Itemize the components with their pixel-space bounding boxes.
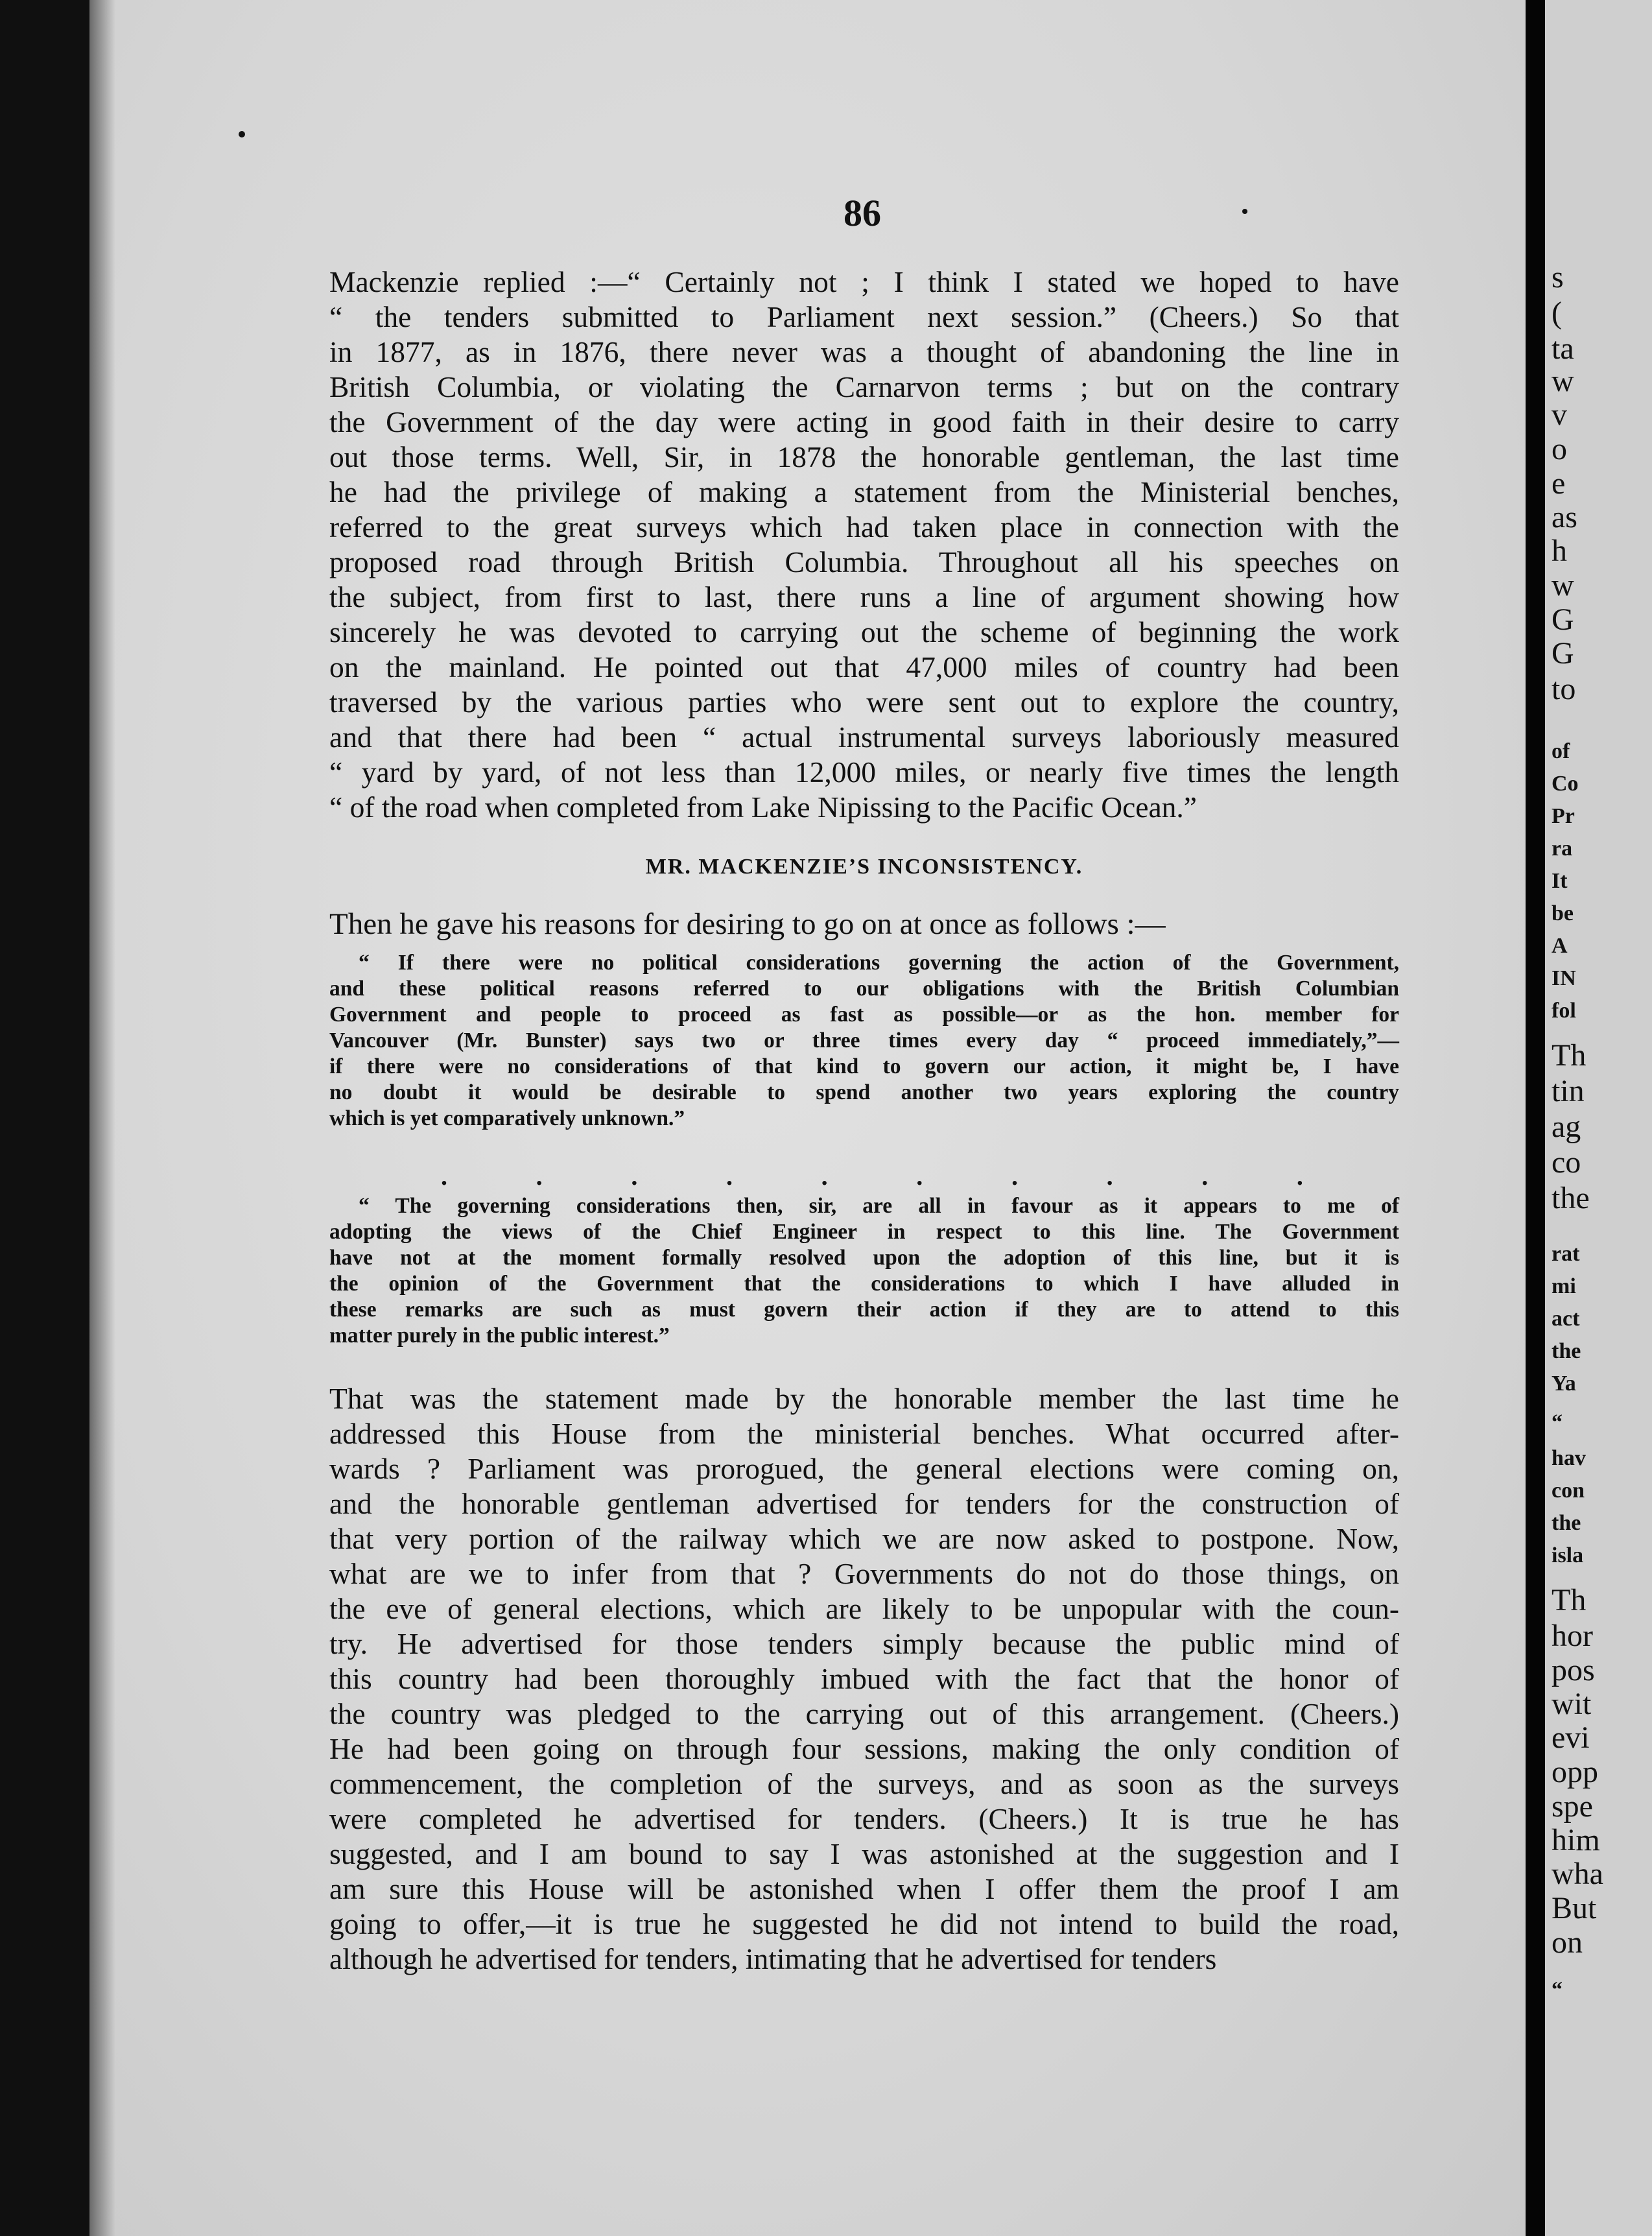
ellipsis-dot: . bbox=[916, 1161, 923, 1191]
ellipsis-dot: . bbox=[1011, 1161, 1018, 1191]
fragment-text: ag bbox=[1552, 1110, 1581, 1144]
fragment-text: It bbox=[1552, 869, 1568, 893]
fragment-text: tin bbox=[1552, 1074, 1585, 1108]
body-paragraph-1 bbox=[329, 265, 1399, 825]
fragment-text: “ bbox=[1552, 1978, 1563, 2002]
text-line: were completed he advertised for tenders. (Cheers.) It is true he has bbox=[329, 1802, 1399, 1835]
fragment-text: be bbox=[1552, 901, 1574, 925]
fragment-text: the bbox=[1552, 1181, 1590, 1215]
ellipsis-dot: . bbox=[441, 1161, 447, 1191]
quotation-block-2 bbox=[329, 1193, 1399, 1349]
text-line: and that there had been “ actual instrumental surveys laboriously measured bbox=[329, 720, 1399, 754]
quote-line: if there were no considerations of that kind to govern our action, it might be, I have bbox=[329, 1054, 1399, 1078]
fragment-text: h bbox=[1552, 534, 1567, 568]
quote-line: the opinion of the Government that the considerations to which I have alluded in bbox=[329, 1272, 1399, 1296]
fragment-text: opp bbox=[1552, 1755, 1598, 1789]
fragment-text: But bbox=[1552, 1891, 1597, 1925]
text-line: he had the privilege of making a statement from the Ministerial benches, bbox=[329, 475, 1399, 508]
ellipsis-dot: . bbox=[536, 1161, 543, 1191]
text-line: Mackenzie replied :—“ Certainly not ; I think I stated we hoped to have bbox=[329, 265, 1399, 298]
speck bbox=[1242, 209, 1247, 214]
quote-line: “ If there were no political considerations governing the action of the Government, bbox=[359, 951, 1399, 975]
fragment-text: ra bbox=[1552, 837, 1573, 861]
fragment-text: w bbox=[1552, 364, 1574, 398]
text-line: try. He advertised for those tenders simply because the public mind of bbox=[329, 1627, 1399, 1660]
fragment-text: rat bbox=[1552, 1242, 1580, 1266]
fragment-text: hor bbox=[1552, 1619, 1593, 1653]
quote-line: “ The governing considerations then, sir, are all in favour as it appears to me of bbox=[359, 1194, 1399, 1218]
text-line: British Columbia, or violating the Carnarvon terms ; but on the contrary bbox=[329, 370, 1399, 403]
adjacent-page-fragment bbox=[1545, 0, 1652, 2236]
fragment-text: v bbox=[1552, 398, 1567, 432]
text-line: what are we to infer from that ? Governments do not do those things, on bbox=[329, 1557, 1399, 1590]
text-line: He had been going on through four sessions, making the only condition of bbox=[329, 1732, 1399, 1765]
quote-line: Vancouver (Mr. Bunster) says two or three times every day “ proceed immediately,”— bbox=[329, 1029, 1399, 1053]
fragment-text: ta bbox=[1552, 331, 1574, 366]
ellipsis-dot: . bbox=[1106, 1161, 1113, 1191]
text-line: traversed by the various parties who were sent out to explore the country, bbox=[329, 685, 1399, 719]
fragment-text: evi bbox=[1552, 1720, 1590, 1755]
text-line: wards ? Parliament was prorogued, the general elections were coming on, bbox=[329, 1452, 1399, 1485]
section-heading: MR. MACKENZIE’S INCONSISTENCY. bbox=[645, 855, 1083, 879]
quote-line: no doubt it would be desirable to spend another two years exploring the country bbox=[329, 1080, 1399, 1104]
fragment-text: to bbox=[1552, 672, 1576, 706]
fragment-text: e bbox=[1552, 466, 1566, 501]
fragment-text: Pr bbox=[1552, 804, 1575, 828]
text-line: although he advertised for tenders, intimating that he advertised for tenders bbox=[329, 1942, 1217, 1975]
text-line: in 1877, as in 1876, there never was a thought of abandoning the line in bbox=[329, 335, 1399, 368]
ellipsis-dot: . bbox=[726, 1161, 733, 1191]
fragment-text: G bbox=[1552, 636, 1574, 671]
ellipsis-dot: . bbox=[631, 1161, 638, 1191]
fragment-text: of bbox=[1552, 739, 1570, 763]
text-line: on the mainland. He pointed out that 47,000 miles of country had been bbox=[329, 650, 1399, 684]
ellipsis-dot: . bbox=[1201, 1161, 1209, 1191]
fragment-text: hav bbox=[1552, 1446, 1586, 1470]
ellipsis-dot: . bbox=[821, 1161, 828, 1191]
body-paragraph-2 bbox=[329, 1381, 1399, 1977]
text-line: am sure this House will be astonished when I offer them the proof I am bbox=[329, 1872, 1399, 1905]
fragment-text: mi bbox=[1552, 1274, 1576, 1298]
speck bbox=[239, 131, 245, 137]
quote-line: which is yet comparatively unknown.” bbox=[329, 1106, 685, 1130]
fragment-text: co bbox=[1552, 1145, 1581, 1180]
fragment-text: fol bbox=[1552, 999, 1576, 1023]
text-line: referred to the great surveys which had taken place in connection with the bbox=[329, 510, 1399, 543]
fragment-text: pos bbox=[1552, 1653, 1595, 1687]
text-line: out those terms. Well, Sir, in 1878 the honorable gentleman, the last time bbox=[329, 440, 1399, 473]
fragment-text: “ bbox=[1552, 1410, 1563, 1434]
fragment-text: as bbox=[1552, 500, 1577, 534]
text-line: sincerely he was devoted to carrying out the scheme of beginning the work bbox=[329, 615, 1399, 648]
text-line: “ the tenders submitted to Parliament next session.” (Cheers.) So that bbox=[329, 300, 1399, 333]
text-line: “ of the road when completed from Lake Nipissing to the Pacific Ocean.” bbox=[329, 791, 1197, 824]
quote-line: Government and people to proceed as fast as possible—or as the hon. member for bbox=[329, 1003, 1399, 1027]
text-line: this country had been thoroughly imbued with the fact that the honor of bbox=[329, 1662, 1399, 1695]
text-line: suggested, and I am bound to say I was astonished at the suggestion and I bbox=[329, 1837, 1399, 1870]
text-line: That was the statement made by the honorable member the last time he bbox=[329, 1382, 1399, 1415]
fragment-text: G bbox=[1552, 602, 1574, 637]
fragment-text: spe bbox=[1552, 1789, 1593, 1824]
fragment-text: con bbox=[1552, 1479, 1585, 1503]
page-number: 86 bbox=[844, 192, 881, 234]
ellipsis-row bbox=[441, 1161, 1303, 1191]
quote-line: adopting the views of the Chief Engineer in respect to this line. The Government bbox=[329, 1220, 1399, 1244]
scan-left-border bbox=[0, 0, 89, 2236]
fragment-text: o bbox=[1552, 432, 1567, 466]
text-line: the subject, from first to last, there runs a line of argument showing how bbox=[329, 580, 1399, 613]
scan-gutter bbox=[1526, 0, 1545, 2236]
fragment-text: A bbox=[1552, 934, 1568, 958]
text-line: “ yard by yard, of not less than 12,000 miles, or nearly five times the length bbox=[329, 755, 1399, 789]
page-binding-shadow bbox=[89, 0, 115, 2236]
quote-line: have not at the moment formally resolved upon the adoption of this line, but it is bbox=[329, 1246, 1399, 1270]
fragment-text: the bbox=[1552, 1511, 1581, 1535]
text-line: commencement, the completion of the surveys, and as soon as the surveys bbox=[329, 1767, 1399, 1800]
fragment-text: wit bbox=[1552, 1687, 1592, 1721]
text-line: going to offer,—it is true he suggested he did not intend to build the road, bbox=[329, 1907, 1399, 1940]
text-line: that very portion of the railway which we are now asked to postpone. Now, bbox=[329, 1522, 1399, 1555]
text-line: and the honorable gentleman advertised for tenders for the construction of bbox=[329, 1487, 1399, 1520]
fragment-text: Co bbox=[1552, 772, 1579, 796]
fragment-text: Ya bbox=[1552, 1372, 1576, 1396]
fragment-text: Th bbox=[1552, 1583, 1587, 1617]
fragment-text: wha bbox=[1552, 1857, 1603, 1891]
text-line: addressed this House from the ministerial benches. What occurred after- bbox=[329, 1417, 1399, 1450]
fragment-text: on bbox=[1552, 1925, 1583, 1960]
text-line: the country was pledged to the carrying out of this arrangement. (Cheers.) bbox=[329, 1697, 1399, 1730]
ellipsis-dot: . bbox=[1296, 1161, 1303, 1191]
fragment-text: isla bbox=[1552, 1543, 1584, 1567]
fragment-text: ( bbox=[1552, 296, 1562, 330]
fragment-text: w bbox=[1552, 568, 1574, 602]
fragment-text: Th bbox=[1552, 1038, 1587, 1073]
text-line: the eve of general elections, which are likely to be unpopular with the coun- bbox=[329, 1592, 1399, 1625]
text-line: the Government of the day were acting in good faith in their desire to carry bbox=[329, 405, 1399, 438]
quote-intro bbox=[329, 907, 1399, 942]
intro-line: Then he gave his reasons for desiring to go on at once as follows :— bbox=[329, 907, 1166, 941]
text-line: proposed road through British Columbia. Throughout all his speeches on bbox=[329, 545, 1399, 578]
quote-line: matter purely in the public interest.” bbox=[329, 1324, 670, 1348]
quote-line: and these political reasons referred to our obligations with the British Columbian bbox=[329, 977, 1399, 1001]
fragment-text: act bbox=[1552, 1307, 1580, 1331]
fragment-text: the bbox=[1552, 1339, 1581, 1363]
fragment-text: IN bbox=[1552, 966, 1576, 990]
quote-line: these remarks are such as must govern their action if they are to attend to this bbox=[329, 1298, 1399, 1322]
quotation-block-1 bbox=[329, 950, 1399, 1132]
fragment-text: him bbox=[1552, 1823, 1600, 1857]
fragment-text: s bbox=[1552, 260, 1564, 294]
